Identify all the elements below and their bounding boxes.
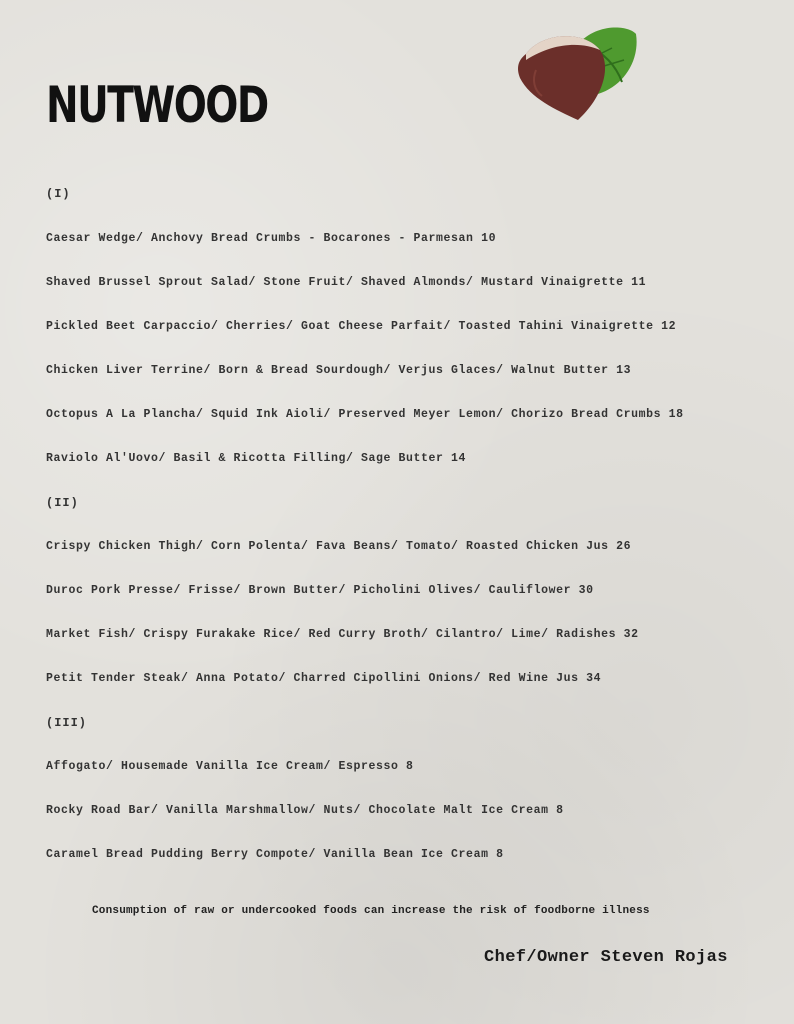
menu-item: Chicken Liver Terrine/ Born & Bread Sourdough/ Verjus Glaces/ Walnut Butter 13 (46, 364, 632, 377)
section-label-1: (I) (46, 187, 71, 201)
hazelnut-leaf-icon (512, 20, 642, 125)
menu-item: Octopus A La Plancha/ Squid Ink Aioli/ Preserved Meyer Lemon/ Chorizo Bread Crumbs 18 (46, 408, 684, 421)
menu-item: Crispy Chicken Thigh/ Corn Polenta/ Fava Beans/ Tomato/ Roasted Chicken Jus 26 (46, 540, 632, 553)
section-label-2: (II) (46, 496, 79, 510)
menu-item: Raviolo Al'Uovo/ Basil & Ricotta Filling/ Sage Butter 14 (46, 452, 467, 465)
health-notice: Consumption of raw or undercooked foods can increase the risk of foodborne illness (92, 905, 650, 917)
menu-item: Market Fish/ Crispy Furakake Rice/ Red Curry Broth/ Cilantro/ Lime/ Radishes 32 (46, 628, 639, 641)
menu-item: Duroc Pork Presse/ Frisse/ Brown Butter/ Picholini Olives/ Cauliflower 30 (46, 584, 594, 597)
menu-item: Affogato/ Housemade Vanilla Ice Cream/ Espresso 8 (46, 760, 414, 773)
menu-item: Shaved Brussel Sprout Salad/ Stone Fruit/ Shaved Almonds/ Mustard Vinaigrette 11 (46, 276, 647, 289)
section-label-3: (III) (46, 716, 88, 730)
menu-item: Caramel Bread Pudding Berry Compote/ Vanilla Bean Ice Cream 8 (46, 848, 504, 861)
restaurant-name: NUTWOOD (46, 76, 268, 134)
menu-item: Caesar Wedge/ Anchovy Bread Crumbs - Bocarones - Parmesan 10 (46, 232, 497, 245)
menu-item: Petit Tender Steak/ Anna Potato/ Charred Cipollini Onions/ Red Wine Jus 34 (46, 672, 602, 685)
menu-item: Pickled Beet Carpaccio/ Cherries/ Goat Cheese Parfait/ Toasted Tahini Vinaigrette 12 (46, 320, 677, 333)
menu-item: Rocky Road Bar/ Vanilla Marshmallow/ Nuts/ Chocolate Malt Ice Cream 8 (46, 804, 564, 817)
chef-credit: Chef/Owner Steven Rojas (484, 948, 728, 967)
